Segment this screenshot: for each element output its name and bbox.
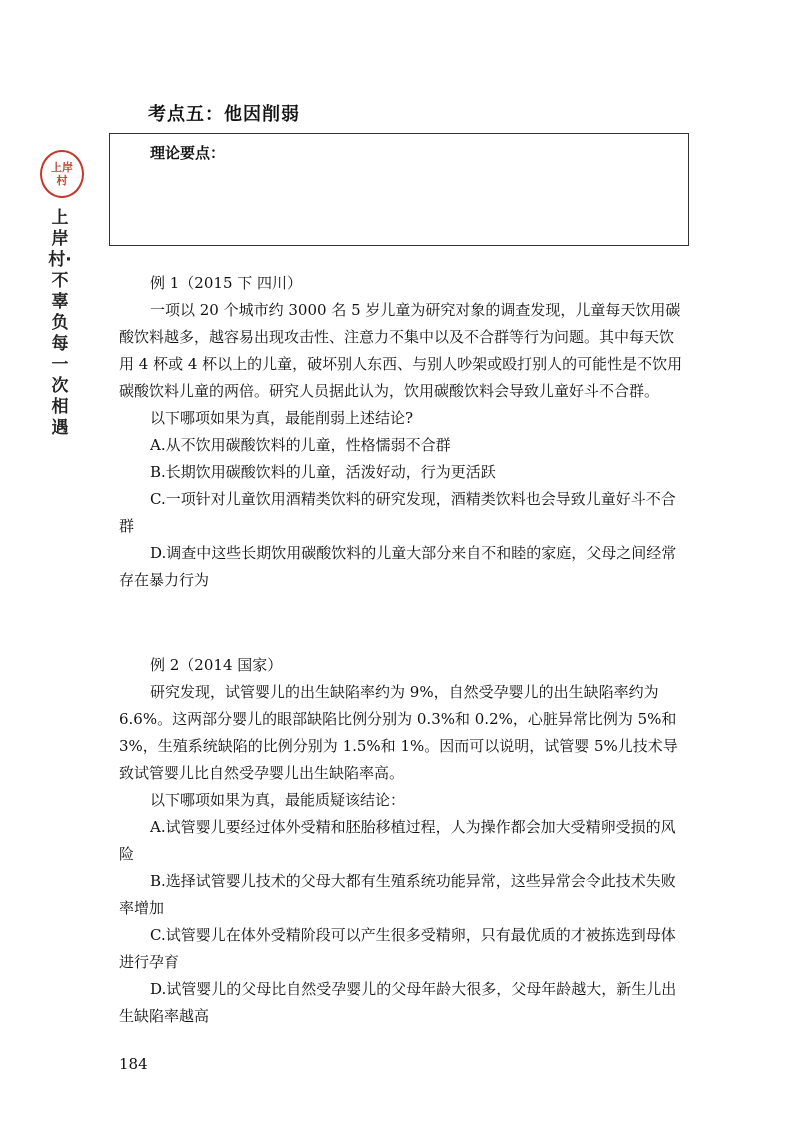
option-a: A.从不饮用碳酸饮料的儿童，性格懦弱不合群 [150,436,451,454]
example-question: 以下哪项如果为真，最能削弱上述结论? [150,409,414,427]
option-b: B.选择试管婴儿技术的父母大都有生殖系统功能异常，这些异常会令此技术失败率增加 [119,872,676,917]
example-question: 以下哪项如果为真，最能质疑该结论： [150,791,406,809]
brand-slogan: 上岸村·不辜负每一次相遇 [48,208,72,438]
option-c: C.一项针对儿童饮用酒精类饮料的研究发现，酒精类饮料也会导致儿童好斗不合群 [119,490,676,535]
option-b: B.长期饮用碳酸饮料的儿童，活泼好动，行为更活跃 [150,463,496,481]
example-2 [119,652,685,1030]
seal-text-top: 上岸 [51,161,73,174]
seal-text-bottom: 村 [56,174,68,187]
brand-seal-logo [40,150,84,198]
option-c: C.试管婴儿在体外受精阶段可以产生很多受精卵，只有最优质的才被拣选到母体进行孕育 [119,926,676,971]
page-number: 184 [119,1055,148,1073]
section-title: 考点五：他因削弱 [148,104,300,125]
option-a: A.试管婴儿要经过体外受精和胚胎移植过程，人为操作都会加大受精卵受损的风险 [119,818,676,863]
example-heading: 例 1（2015 下 四川） [150,274,303,292]
theory-points-box [109,133,689,246]
example-passage: 一项以 20 个城市约 3000 名 5 岁儿童为研究对象的调查发现，儿童每天饮用碳酸饮料越多，越容易出现攻击性、注意力不集中以及不合群等行为问题。其中每天饮用 4 杯或 4 杯以上的儿童，破坏别人东西、与别人吵架或殴打别人的可能性是不饮用碳酸饮料儿童的两倍。研究人员据此认为，饮用碳酸饮料会导致儿童好斗不合群。 [119,301,683,400]
option-d: D.调查中这些长期饮用碳酸饮料的儿童大部分来自不和睦的家庭，父母之间经常存在暴力行为 [119,544,677,589]
option-d: D.试管婴儿的父母比自然受孕婴儿的父母年龄大很多，父母年龄越大，新生儿出生缺陷率越高 [119,980,677,1025]
example-passage: 研究发现，试管婴儿的出生缺陷率约为 9%，自然受孕婴儿的出生缺陷率约为 6.6%。这两部分婴儿的眼部缺陷比例分别为 0.3%和 0.2%，心脏异常比例为 5%和 3%，生殖系统缺陷的比例分别为 1.5%和 1%。因而可以说明，试管婴 5%儿技术导致试管婴儿比自然受孕婴儿出生缺陷率高。 [119,683,678,782]
theory-points-label: 理论要点： [150,144,226,162]
example-heading: 例 2（2014 国家） [150,656,283,674]
example-1 [119,270,685,594]
